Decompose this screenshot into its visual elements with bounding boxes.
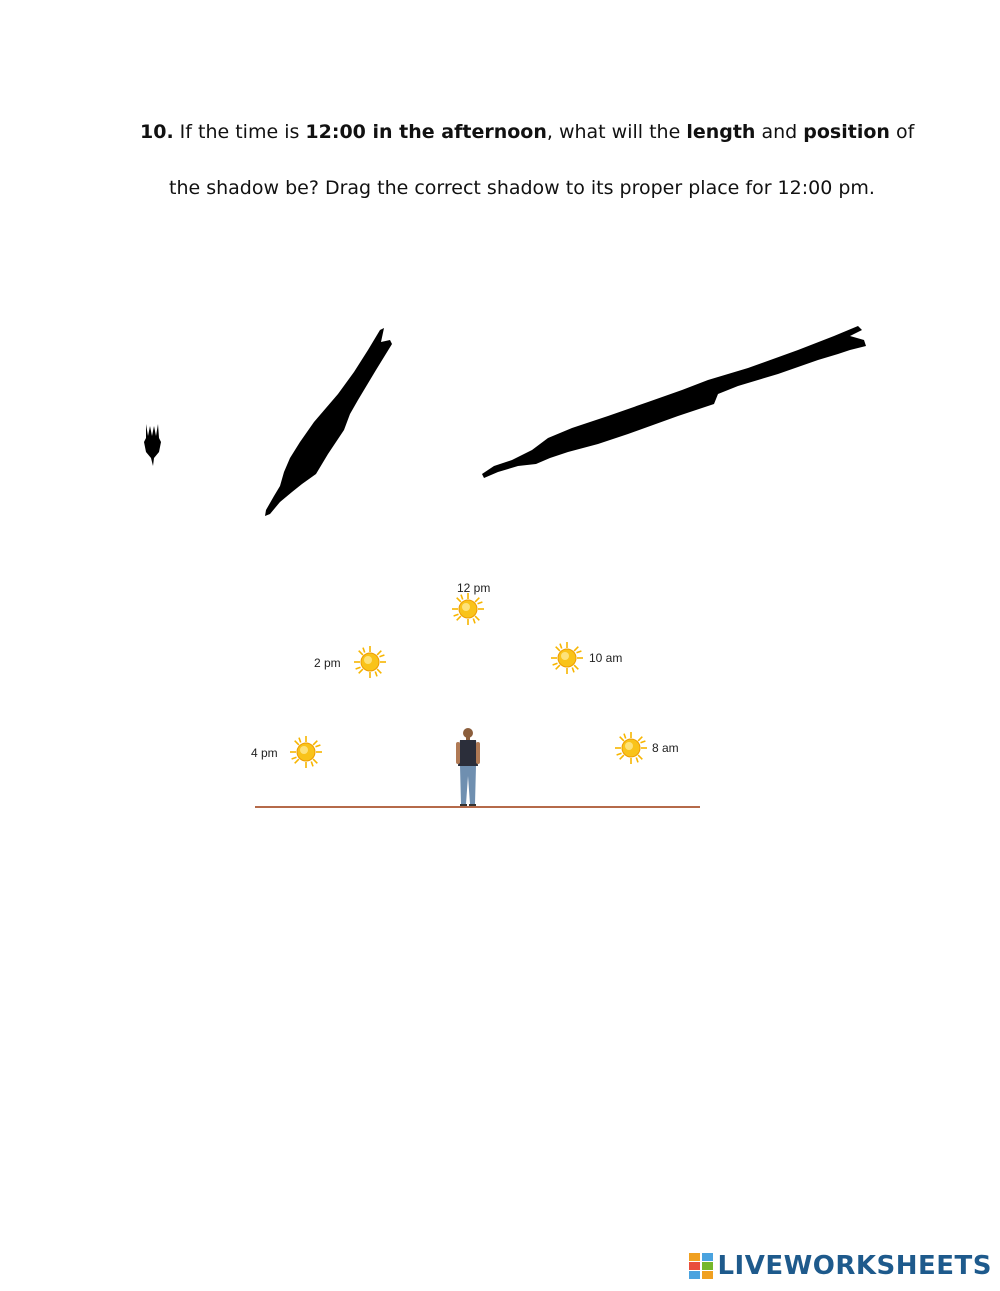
sun-label-8am: 8 am (652, 741, 679, 755)
question-text-part: If the time is (179, 121, 306, 143)
person-figure (452, 726, 484, 808)
question-emphasis-position: position (803, 121, 890, 143)
question-text (140, 118, 915, 199)
sun-label-2pm: 2 pm (314, 656, 341, 670)
sun-icon (614, 731, 648, 765)
medium-shadow[interactable] (258, 326, 403, 521)
question-number: 10. (140, 121, 174, 143)
sun-icon (451, 592, 485, 626)
short-shadow[interactable] (140, 422, 166, 466)
sun-label-12pm: 12 pm (457, 581, 491, 595)
sun-icon (353, 645, 387, 679)
question-line-2: the shadow be? Drag the correct shadow to its proper place for 12:00 pm. (169, 177, 875, 199)
logo-text: LIVEWORKSHEETS (717, 1251, 992, 1281)
question-text-part: of (889, 121, 915, 143)
sun-icon (550, 641, 584, 675)
sun-label-10am: 10 am (589, 651, 623, 665)
question-emphasis-time: 12:00 in the afternoon (305, 121, 547, 143)
question-emphasis-length: length (686, 121, 756, 143)
question-text-part: , what will the (546, 121, 687, 143)
sun-icon (289, 735, 323, 769)
sun-label-4pm: 4 pm (251, 746, 278, 760)
long-shadow[interactable] (478, 320, 873, 485)
ground-line (255, 806, 700, 808)
question-line-1 (140, 118, 915, 146)
logo-blocks-icon (689, 1253, 713, 1279)
question-text-part: and (755, 121, 804, 143)
liveworksheets-logo (689, 1249, 992, 1283)
